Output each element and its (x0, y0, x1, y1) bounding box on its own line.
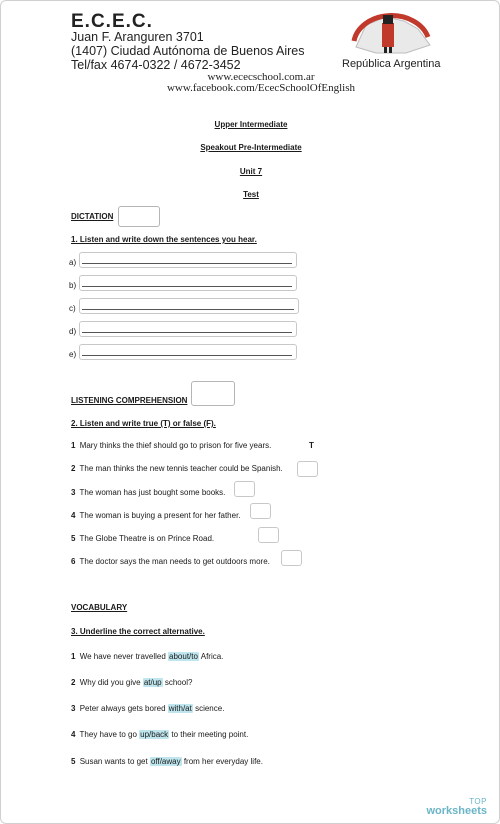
vocabulary-item-5: 5 Susan wants to get off/away from her everyday life. (71, 757, 263, 766)
country-label: República Argentina (342, 58, 441, 70)
footer-top-label: TOP (469, 797, 487, 806)
dictation-answer-e[interactable] (79, 344, 297, 360)
topworksheets-logo[interactable] (426, 797, 487, 817)
dictation-instruction: 1. Listen and write down the sentences you hear. (71, 235, 257, 244)
address-line-1: Juan F. Aranguren 3701 (71, 30, 204, 44)
vocabulary-choice-5[interactable]: off/away (150, 757, 181, 766)
listening-instruction: 2. Listen and write true (T) or false (F). (71, 419, 216, 428)
listening-item-6: 6 The doctor says the man needs to get outdoors more. (71, 557, 270, 566)
dictation-letter-d: d) (69, 327, 77, 336)
dictation-letter-c: c) (69, 304, 76, 313)
dictation-letter-a: a) (69, 258, 77, 267)
test-title: Test (243, 190, 259, 199)
listening-answer-box-4[interactable] (250, 503, 271, 519)
listening-answer-box-3[interactable] (234, 481, 255, 497)
vocabulary-item-3: 3 Peter always gets bored with/at science. (71, 704, 225, 713)
listening-score-box[interactable] (191, 381, 235, 406)
vocabulary-item-4: 4 They have to go up/back to their meeting point. (71, 730, 249, 739)
dictation-answer-d[interactable] (79, 321, 297, 337)
dictation-score-box[interactable] (118, 206, 160, 227)
listening-heading: LISTENING COMPREHENSION (71, 396, 188, 405)
dictation-letter-e: e) (69, 350, 77, 359)
dictation-answer-c[interactable] (79, 298, 299, 314)
listening-item-4: 4 The woman is buying a present for her father. (71, 511, 241, 520)
level-title: Upper Intermediate (214, 120, 288, 129)
dictation-heading: DICTATION (71, 212, 114, 221)
vocabulary-instruction: 3. Underline the correct alternative. (71, 627, 205, 636)
vocabulary-item-1: 1 We have never travelled about/to Africa. (71, 652, 224, 661)
unit-title: Unit 7 (239, 167, 263, 176)
dictation-answer-a[interactable] (79, 252, 297, 268)
dictation-letter-b: b) (69, 281, 77, 290)
book-title: Speakout Pre-Intermediate (200, 143, 302, 152)
listening-answer-box-6[interactable] (281, 550, 302, 566)
vocabulary-choice-3[interactable]: with/at (168, 704, 192, 713)
vocabulary-choice-2[interactable]: at/up (143, 678, 162, 687)
listening-answer-1: T (309, 441, 314, 450)
phone-line: Tel/fax 4674-0322 / 4672-3452 (71, 58, 241, 72)
vocabulary-choice-4[interactable]: up/back (140, 730, 169, 739)
school-logo-icon (346, 7, 436, 57)
vocabulary-heading: VOCABULARY (71, 603, 128, 612)
listening-answer-box-5[interactable] (258, 527, 279, 543)
website-text: www.ececschool.com.ar (207, 71, 315, 83)
listening-item-1: 1 Mary thinks the thief should go to prison for five years. (71, 441, 272, 450)
vocabulary-item-2: 2 Why did you give at/up school? (71, 678, 193, 687)
facebook-text: www.facebook.com/EcecSchoolOfEnglish (166, 82, 356, 94)
school-name: E.C.E.C. (71, 11, 153, 32)
listening-item-5: 5 The Globe Theatre is on Prince Road. (71, 534, 215, 543)
listening-item-2: 2 The man thinks the new tennis teacher could be Spanish. (71, 464, 283, 473)
dictation-answer-b[interactable] (79, 275, 297, 291)
address-line-2: (1407) Ciudad Autónoma de Buenos Aires (71, 44, 305, 58)
listening-item-3: 3 The woman has just bought some books. (71, 488, 226, 497)
listening-answer-box-2[interactable] (297, 461, 318, 477)
vocabulary-choice-1[interactable]: about/to (169, 652, 198, 661)
footer-worksheets-label: worksheets (426, 805, 487, 817)
